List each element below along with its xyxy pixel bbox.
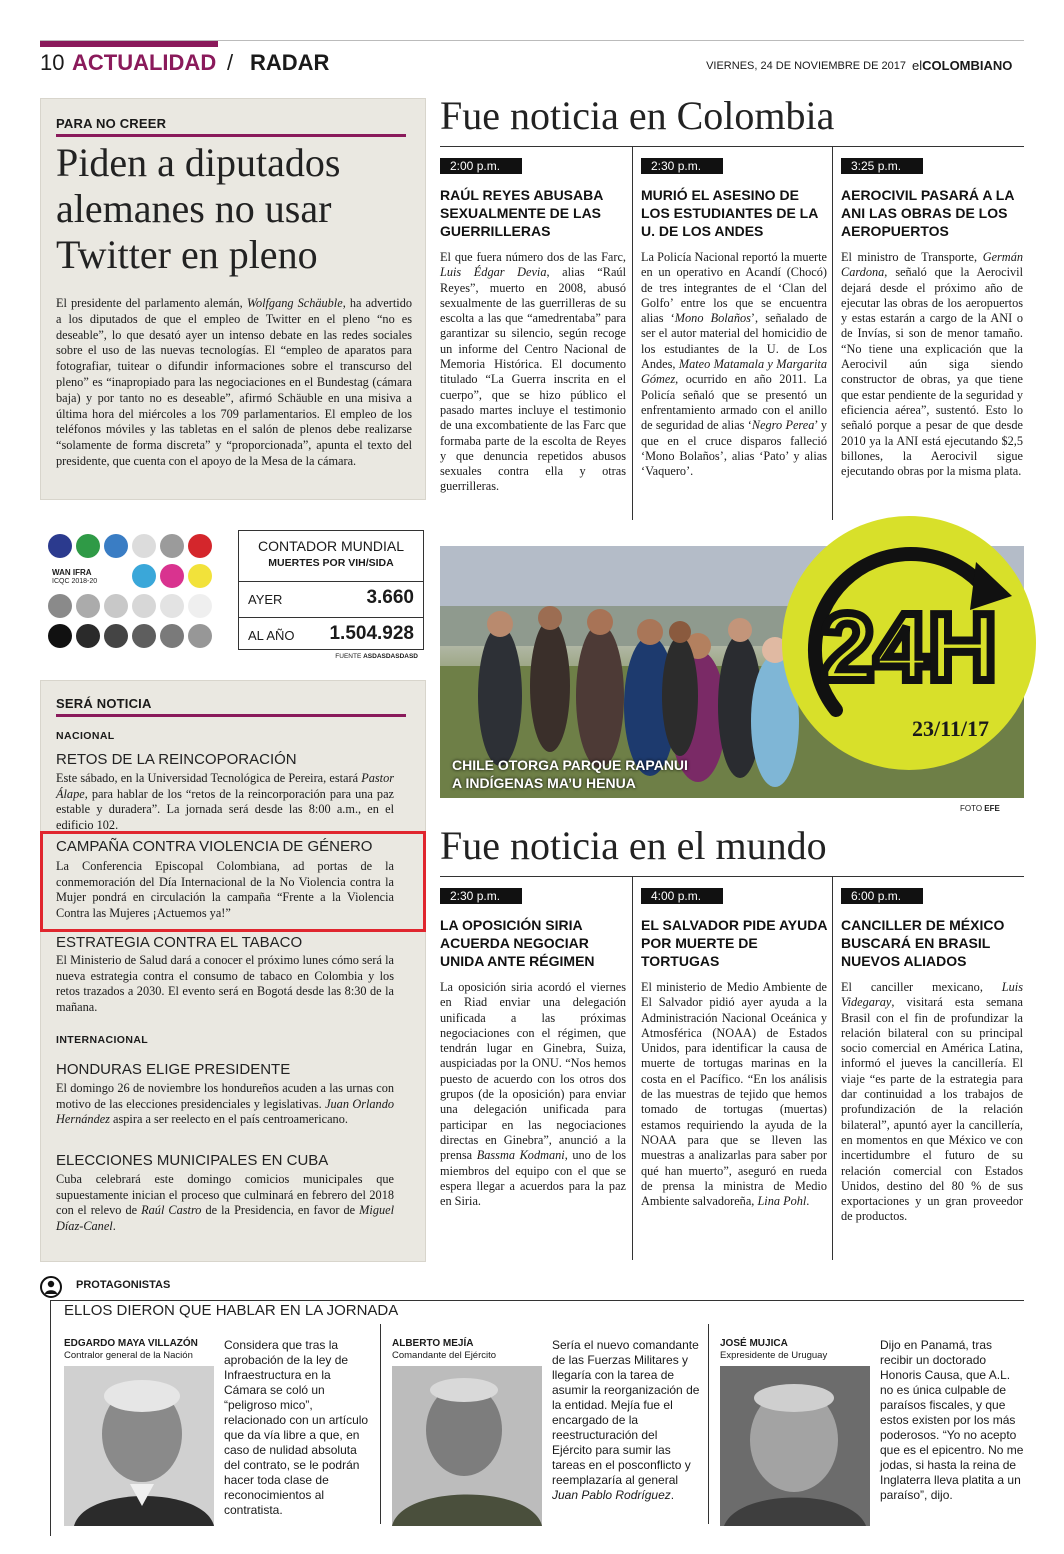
- news-headline: MURIÓ EL ASESINO DE LOS ESTUDIANTES DE LA U. DE LOS ANDES: [641, 187, 818, 239]
- sera-noticia-item-head: HONDURAS ELIGE PRESIDENTE: [56, 1061, 291, 1078]
- sera-noticia-item-body: [56, 1172, 394, 1234]
- source-label: FUENTE: [335, 653, 364, 660]
- section-separator: /: [227, 50, 234, 75]
- sera-noticia-item-body: [56, 1081, 394, 1128]
- color-swatch: [48, 594, 72, 618]
- body-text: La oposición siria acordó el viernes en Riad enviar una delegación unificada a las próximas negociaciones con el régimen, que tendrán lugar en Ginebra, Suiza, auspiciadas por la ONU. “Nos hemos puesto de acuerdo con los otros dos grupos (de la oposición) para enviar una delegación unificada para participar en las negociaciones directas en Ginebra”, anunció a la prensa: [440, 980, 626, 1163]
- protagonist-name: EDGARDO MAYA VILLAZÓN: [64, 1338, 198, 1349]
- color-swatch: [160, 594, 184, 618]
- news-body: [440, 250, 626, 495]
- body-text: .: [670, 1488, 675, 1502]
- protagonist-quote: Considera que tras la aprobación de la ley de Infraestructura en la Cámara se coló un “peligroso mico”, relacionado con un artículo que da vía libre a que, en caso de nulidad absoluta del contrato, se le podrán hacer toda clase de reconocimientos al contratista.: [224, 1338, 369, 1517]
- sera-noticia-rule: [56, 714, 406, 717]
- news-body: [841, 980, 1023, 1225]
- counter-value: 3.660: [366, 587, 414, 608]
- sera-noticia-item-head: ESTRATEGIA CONTRA EL TABACO: [56, 934, 303, 951]
- protagonistas-title: ELLOS DIERON QUE HABLAR EN LA JORNADA: [64, 1302, 399, 1319]
- person-name: Germán Cardona: [841, 250, 1023, 280]
- protagonist-portrait: [392, 1366, 542, 1526]
- color-swatch: [188, 534, 212, 558]
- body-text: ’ y que en el cruce disparos falleció ‘Mono Bolaños’, alias ‘Pato’ y alias ‘Vaquero’.: [641, 418, 828, 479]
- news-body: [841, 250, 1023, 479]
- person-icon: [40, 1276, 62, 1298]
- time-badge: 4:00 p.m.: [641, 888, 723, 904]
- time-badge: 2:00 p.m.: [440, 158, 522, 174]
- body-text: El ministro de Transporte,: [841, 250, 983, 264]
- color-swatch: [188, 594, 212, 618]
- time-badge: 2:30 p.m.: [641, 158, 723, 174]
- protagonist-separator: [380, 1324, 381, 1524]
- person-name: Luis Édgar Devia: [440, 265, 547, 280]
- protagonist-role: Comandante del Ejército: [392, 1350, 497, 1361]
- column-rule: [832, 146, 833, 520]
- protagonistas-rule-vertical: [50, 1300, 51, 1536]
- protagonist-quote: Dijo en Panamá, tras recibir un doctorado Honoris Causa, que A.L. no es única culpable de paraísos fiscales, y que estos existen por los más poderosos. “Yo no acepto que es el epicentro. No me jodas, si hasta la reina de Inglaterra lleva platita a un paraíso”, dijo.: [880, 1338, 1024, 1502]
- body-text: .: [112, 1218, 116, 1233]
- color-swatch: [132, 534, 156, 558]
- subsection-name: RADAR: [250, 50, 330, 75]
- print-color-bar: [48, 534, 218, 654]
- para-no-creer-body: [56, 296, 412, 470]
- 24h-badge-date: 23/11/17: [912, 716, 990, 741]
- news-headline: AEROCIVIL PASARÁ A LA ANI LAS OBRAS DE LOS AEROPUERTOS: [841, 187, 1014, 239]
- colombia-section-title: Fue noticia en Colombia: [440, 93, 835, 138]
- sera-noticia-item-body: El Ministerio de Salud dará a conocer el próximo lunes cómo será la nueva estrategia contra el consumo de tabaco en Colombia y los retos trazados a 2030. El evento será en Bogotá desde las 8:30 de la mañana.: [56, 953, 394, 1014]
- news-body: [440, 980, 626, 1209]
- caption-line: A INDÍGENAS MA’U HENUA: [452, 775, 636, 791]
- color-swatch: [188, 624, 212, 648]
- color-swatch: [104, 594, 128, 618]
- body-text: Cuba celebrará este domingo comicios municipales que supuestamente inician el proceso que culminará en febrero del 2018 con el relevo de: [56, 1172, 394, 1217]
- time-badge: 2:30 p.m.: [440, 888, 522, 904]
- section-name: ACTUALIDAD: [72, 50, 217, 75]
- section-accent-bar: [40, 41, 218, 47]
- body-text: , ocurrido en año 2011. La Policía señaló que se presentó un enfrentamiento armado con el anillo de seguridad de alias ‘: [641, 372, 827, 433]
- counter-value: 1.504.928: [329, 623, 414, 644]
- highlight-frame: [40, 831, 426, 932]
- person-name: Juan Pablo Rodríguez: [552, 1488, 671, 1502]
- counter-subtitle: MUERTES POR VIH/SIDA: [268, 557, 394, 569]
- counter-label: AYER: [248, 592, 283, 607]
- news-headline: LA OPOSICIÓN SIRIA ACUERDA NEGOCIAR UNIDA ANTE RÉGIMEN: [440, 917, 595, 969]
- para-no-creer-rule: [56, 134, 406, 137]
- brand-prefix: el: [912, 58, 923, 73]
- news-headline: RAÚL REYES ABUSABA SEXUALMENTE DE LAS GUERRILLERAS: [440, 187, 603, 239]
- counter-row-year: [238, 617, 424, 650]
- body-text: , señaló que la Aerocivil dejará desde el próximo año de ejecutar las obras de los aeropuertos y estas estarán a cargo de la ANI o de Invías, si son de menor tamaño. “No tiene una explicación que la Aerocivil aún siga siendo constructor de obras, ya que tiene que estar pendiente de la seguridad y eficiencia aérea”, sustentó. Esto lo señaló porque a pesar de que desde 2010 ya la ANI está ejecutando $2,5 billones, la Aerocivil sigue ejecutando obras por la misma plata.: [841, 265, 1023, 479]
- body-text: Sería el nuevo comandante de las Fuerzas Militares y llegaría con la tarea de asumir la reorganización de la entidad. Mejía fue el encargado de la reestructuración del Ejército para sumir las tareas en el posconflicto y reemplazaría al general: [552, 1338, 700, 1487]
- wan-ifra-code: ICQC 2018-20: [52, 578, 98, 585]
- body-text: , ha advertido a los diputados de que el empleo de Twitter en el pleno “no es deseable”, lo que desató ayer un intenso debate en las redes sociales sobre el uso de las nuevas tecnologías. El “empleo de aparatos para fotografiar, tuitear o difundir informaciones sobre el transcurso del pleno” es “inapropiado para las negociaciones en el Bundestag (cámara baja) y por tanto no es deseable”, afirmó Schäuble en una misiva a última hora del miércoles a los 709 parlamentarios. El empleo de los teléfonos móviles y las tabletas en el salón de plenos debe realizarse “solamente de forma discreta” y “proporcionada”, apunta el texto del presidente, que cuenta con el apoyo de la Mesa de la cámara.: [56, 296, 412, 468]
- body-text: .: [806, 1194, 810, 1209]
- protagonist-name: JOSÉ MUJICA: [720, 1338, 788, 1349]
- news-body: [641, 250, 827, 479]
- body-text: aspira a ser reelecto en el país centroamericano.: [109, 1112, 348, 1126]
- counter-title: CONTADOR MUNDIAL: [258, 538, 404, 554]
- protagonist-quote: [552, 1338, 700, 1503]
- color-swatch: [104, 534, 128, 558]
- counter-row-yesterday: [238, 581, 424, 617]
- sera-noticia-item-body: La Conferencia Episcopal Colombiana, ad portas de la conmemoración del Día Internacional de la No Violencia contra la Mujer pondrá en circulación la campaña “Frente a la Violencia Contra las Mujeres ¡Actuemos ya!”: [56, 859, 394, 920]
- counter-source: [238, 653, 418, 660]
- photo-caption: [452, 756, 688, 792]
- body-text: El canciller mexicano,: [841, 980, 1002, 994]
- time-badge: 6:00 p.m.: [841, 888, 923, 904]
- para-no-creer-title: Piden a diputados alemanes no usar Twitter en pleno: [56, 140, 341, 277]
- category-nacional: NACIONAL: [56, 730, 115, 742]
- color-swatch: [160, 564, 184, 588]
- news-headline: EL SALVADOR PIDE AYUDA POR MUERTE DE TORTUGAS: [641, 917, 827, 969]
- source-name: ASDASDASDASD: [363, 653, 418, 660]
- body-text: , visitará esta semana Brasil con el fin de profundizar la relación bilateral con su principal socio comercial en América Latina, informó el jueves la cancillería. El viaje “es parte de la estrategia para dar continuidad a los trabajos de profundización de la relación bilateral”, apuntó ayer la cancillería, en momentos en que México ve con incertidumbre el futuro de su relación comercial con Estados Unidos, destino del 80 % de sus exportaciones y un gran proveedor de productos.: [841, 995, 1023, 1224]
- person-name: Luis Videgaray: [841, 980, 1023, 1010]
- person-name: Mateo Matamala y Margarita Gómez: [641, 357, 827, 387]
- color-swatch: [48, 534, 72, 558]
- person-name: Lina Pohl: [757, 1194, 807, 1209]
- sera-noticia-kicker: SERÁ NOTICIA: [56, 696, 152, 711]
- sera-noticia-item-head: ELECCIONES MUNICIPALES EN CUBA: [56, 1152, 329, 1169]
- color-swatch: [132, 624, 156, 648]
- protagonist-name: ALBERTO MEJÍA: [392, 1338, 474, 1349]
- protagonist-separator: [708, 1324, 709, 1524]
- color-swatch: [132, 594, 156, 618]
- counter-label: AL AÑO: [248, 628, 295, 643]
- para-no-creer-kicker: PARA NO CREER: [56, 116, 167, 131]
- protagonistas-rule-horizontal: [50, 1300, 1024, 1301]
- sera-noticia-item-body: [56, 771, 394, 833]
- color-swatch: [76, 624, 100, 648]
- news-body: [641, 980, 827, 1209]
- body-text: Este sábado, en la Universidad Tecnológica de Pereira, estará: [56, 771, 362, 785]
- color-swatch: [48, 624, 72, 648]
- color-swatch: [76, 534, 100, 558]
- person-name: Wolfgang Schäuble: [246, 296, 343, 310]
- column-rule: [632, 876, 633, 1260]
- credit-name: EFE: [984, 804, 1000, 813]
- protagonistas-kicker: PROTAGONISTAS: [76, 1279, 171, 1291]
- body-text: El ministerio de Medio Ambiente de El Salvador pidió ayer ayuda a la Administración Nacional Oceánica y Atmosférica (NOAA) de Estados Unidos, para identificar la causa de muerte de tortugas marinas en la costa en el Pacífico. “En los análisis de las muestras de tejido que hemos tomado de tortugas (muertas) estamos requiriendo la ayuda de la NOAA para que se lleven las muestras a analizarlas para saber por qué han muerto”, aseguró en rueda de prensa la ministra de Medio Ambiente salvadoreña,: [641, 980, 827, 1209]
- color-swatch: [76, 594, 100, 618]
- section-rule: [440, 146, 1024, 147]
- brand-name: COLOMBIANO: [922, 58, 1013, 73]
- time-badge: 3:25 p.m.: [841, 158, 923, 174]
- person-name: Raúl Castro: [141, 1203, 202, 1217]
- body-text: El presidente del parlamento alemán,: [56, 296, 247, 310]
- color-swatch: [132, 564, 156, 588]
- wan-ifra-logo: WAN IFRA: [52, 568, 92, 577]
- color-swatch: [188, 564, 212, 588]
- protagonist-role: Expresidente de Uruguay: [720, 1350, 828, 1361]
- column-rule: [832, 876, 833, 1260]
- person-name: Pastor Álape: [56, 771, 394, 801]
- section-rule: [440, 876, 1024, 877]
- column-rule: [632, 146, 633, 520]
- body-text: La Policía Nacional reportó la muerte en un operativo en Acandí (Chocó) de tres integrantes de el ‘Clan del Golfo’ entre los que se encuentra alias ‘: [641, 250, 827, 326]
- body-text: ’, señalado de ser el autor material del homicidio de los estudiantes de la U. de Los Andes,: [641, 311, 827, 372]
- sera-noticia-item-head: CAMPAÑA CONTRA VIOLENCIA DE GÉNERO: [56, 838, 373, 855]
- body-text: , para hablar de los “retos de la reincorporación para una paz estable y duradera”. La jornada será desde las 8:00 a.m., en el edificio 102.: [56, 786, 394, 832]
- issue-date: VIERNES, 24 DE NOVIEMBRE DE 2017: [706, 60, 906, 72]
- body-text: El que fuera número dos de las Farc,: [440, 250, 626, 264]
- photo-credit: [960, 804, 1000, 813]
- color-swatch: [160, 534, 184, 558]
- person-name: Juan Orlando Hernández: [56, 1096, 395, 1126]
- person-name: Bassma Kodmani: [476, 1148, 565, 1163]
- caption-line: CHILE OTORGA PARQUE RAPANUI: [452, 757, 688, 773]
- person-name: Negro Perea: [751, 418, 815, 433]
- color-swatch: [104, 624, 128, 648]
- credit-label: FOTO: [960, 804, 985, 813]
- person-name: Miguel Díaz-Canel: [56, 1203, 394, 1233]
- mundo-section-title: Fue noticia en el mundo: [440, 823, 827, 868]
- protagonist-portrait: [720, 1366, 870, 1526]
- person-name: Mono Bolaños: [674, 311, 751, 326]
- 24h-badge-label: 24H: [820, 594, 998, 701]
- protagonist-portrait: [64, 1366, 214, 1526]
- 24h-badge: [776, 510, 1042, 776]
- body-text: El domingo 26 de noviembre los hondureños acuden a las urnas con motivo de las elecciones presidenciales y legislativas.: [56, 1081, 394, 1111]
- newspaper-brand: [912, 58, 1012, 73]
- page-number: 10: [40, 50, 65, 75]
- color-swatch: [160, 624, 184, 648]
- news-headline: CANCILLER DE MÉXICO BUSCARÁ EN BRASIL NUEVOS ALIADOS: [841, 917, 1005, 969]
- body-text: , uno de los miembros del equipo con el que se espera llegar a acuerdos para la paz en Siria.: [440, 1148, 626, 1209]
- body-text: de la Presidencia, en favor de: [201, 1203, 360, 1217]
- sera-noticia-item-head: RETOS DE LA REINCOPORACIÓN: [56, 751, 297, 768]
- protagonist-role: Contralor general de la Nación: [64, 1350, 193, 1361]
- body-text: , alias “Raúl Reyes”, muerto en 2008, abusó sexualmente de las guerrilleras de su escolta a las que “amedrentaba” para garantizar su silencio, según recoge un informe del Centro Nacional de Memoria Histórica. El documento titulado “La Guerra inscrita en el cuerpo”, que se hizo público el pasado martes incluye el testimonio de una excombatiente de las Farc que formaba parte de la escolta de Reyes y que denuncia repetidos abusos sexuales contra ella y otras guerrilleras.: [440, 265, 626, 494]
- category-internacional: INTERNACIONAL: [56, 1034, 149, 1046]
